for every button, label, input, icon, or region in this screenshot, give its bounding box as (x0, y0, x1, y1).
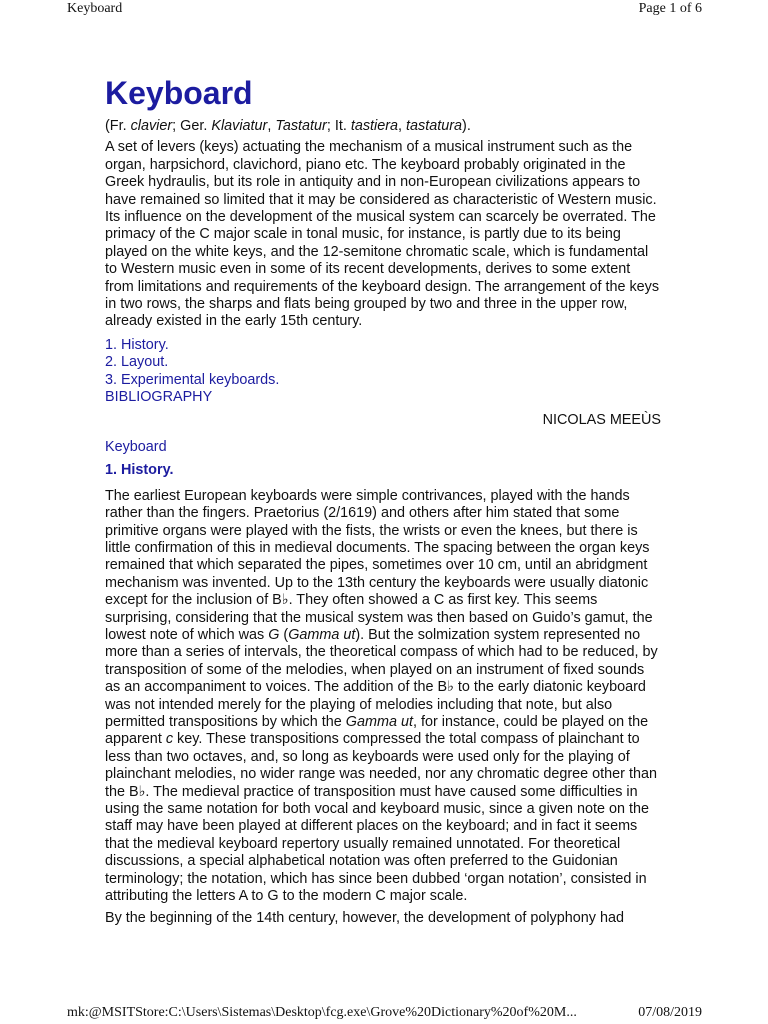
history-italic: Gamma ut (288, 626, 356, 643)
section-heading: 1. History. (105, 462, 174, 479)
history-italic: G (268, 626, 280, 643)
continuation-line: By the beginning of the 14th century, however, the development of polyphony had (105, 910, 624, 927)
print-footer (0, 1005, 768, 1023)
intro-paragraph: A set of levers (keys) actuating the mechanism of a musical instrument such as the organ, harpsichord, clavichord, piano etc. The keyboard probably originated in the Greek hydraulis, but its role in antiquity and in non-European civilizations appears to have remained so limited that it may be considered as characteristic of Western music. Its influence on the development of the musical system can scarcely be overrated. The primacy of the C major scale in tonal music, for instance, is partly due to its being played on the white keys, and the 12-semitone chromatic scale, which is fundamental to Western music even in some of its recent developments, derives to some extent from limitations and requirements of the keyboard design. The arrangement of the keys in two rows, the sharps and flats being grouped by two and three in the upper row, already existed in the early 15th century. (105, 139, 660, 330)
subtitle-term: Tastatur (275, 118, 327, 134)
table-of-contents (105, 337, 661, 407)
subtitle-text: ; It. (326, 118, 351, 134)
history-text: The earliest European keyboards were simple contrivances, played with the hands rather than the fingers. Praetorius (2/1619) and others after him stated that some primitive organs were played with the fists, the wrists or even the knees, but there is little confirmation of this in medieval documents. The spacing between the organ keys remained that which separated the pipes, sometimes over 10 cm, until an abridgment mechanism was invented. Up to the 13th century the keyboards were usually diatonic except for the inclusion of B♭. They often showed a C as first key. This seems surprising, considering that the musical system was then based on Guido’s gamut, the lowest note of which was (105, 487, 653, 643)
history-text: ). But the solmization system represented no more than a series of intervals, the theoretical compass of which had to be reduced, by transposition of some of the melodies, when played on an instrument of fixed sounds as an accompaniment to voices. The addition of the B♭ to the early diatonic keyboard was not intended merely for the playing of melodies including that note, but also permitted transpositions by which the (105, 626, 658, 730)
subtitle-text: ; Ger. (172, 118, 212, 134)
history-text: ( (279, 626, 289, 643)
author-name: NICOLAS MEEÙS (542, 411, 661, 428)
footer-date: 07/08/2019 (638, 1005, 702, 1020)
subtitle-term: Klaviatur (211, 118, 268, 134)
history-paragraph (105, 488, 661, 906)
header-doc-title: Keyboard (67, 1, 123, 16)
subtitle-text: , (267, 118, 276, 134)
subtitle-text: ). (462, 118, 471, 134)
history-text: , for instance, could be played on the apparent (105, 714, 649, 748)
breadcrumb-link[interactable]: Keyboard (105, 438, 167, 455)
toc-link-experimental-keyboards[interactable]: 3. Experimental keyboards. (105, 371, 280, 388)
header-page-number: Page 1 of 6 (638, 1, 702, 16)
print-header (0, 1, 768, 19)
subtitle-term: tastatura (406, 118, 463, 134)
footer-source-path: mk:@MSITStore:C:\Users\Sistemas\Desktop\fcg.exe\Grove%20Dictionary%20of%20M... (67, 1005, 577, 1020)
toc-link-history[interactable]: 1. History. (105, 336, 169, 353)
article-subtitle (105, 118, 661, 135)
subtitle-term: clavier (130, 118, 173, 134)
article-title: Keyboard (105, 75, 253, 111)
history-text: key. These transpositions compressed the total compass of plainchant to less than two octaves, and, so long as keyboards were used only for the playing of plainchant melodies, no wider range was needed, nor any chromatic degree other than the B♭. The medieval practice of transposition must have caused some difficulties in using the same notation for both vocal and keyboard music, since a given note on the staff may have been played at different places on the keyboard; and in fact it seems that the medieval keyboard repertory usually remained unnotated. For theoretical discussions, a special alphabetical notation was often preferred to the Guidonian terminology; the notation, which has since been dubbed ‘organ notation’, consisted in attributing the letters A to G to the modern C major scale. (105, 731, 657, 905)
subtitle-text: , (398, 118, 407, 134)
history-italic: Gamma ut (345, 714, 413, 730)
toc-link-bibliography[interactable]: BIBLIOGRAPHY (105, 389, 213, 406)
subtitle-term: tastiera (350, 118, 399, 134)
subtitle-text: (Fr. (105, 118, 131, 134)
toc-link-layout[interactable]: 2. Layout. (105, 354, 169, 371)
article (105, 71, 661, 928)
history-italic: c (165, 731, 174, 748)
